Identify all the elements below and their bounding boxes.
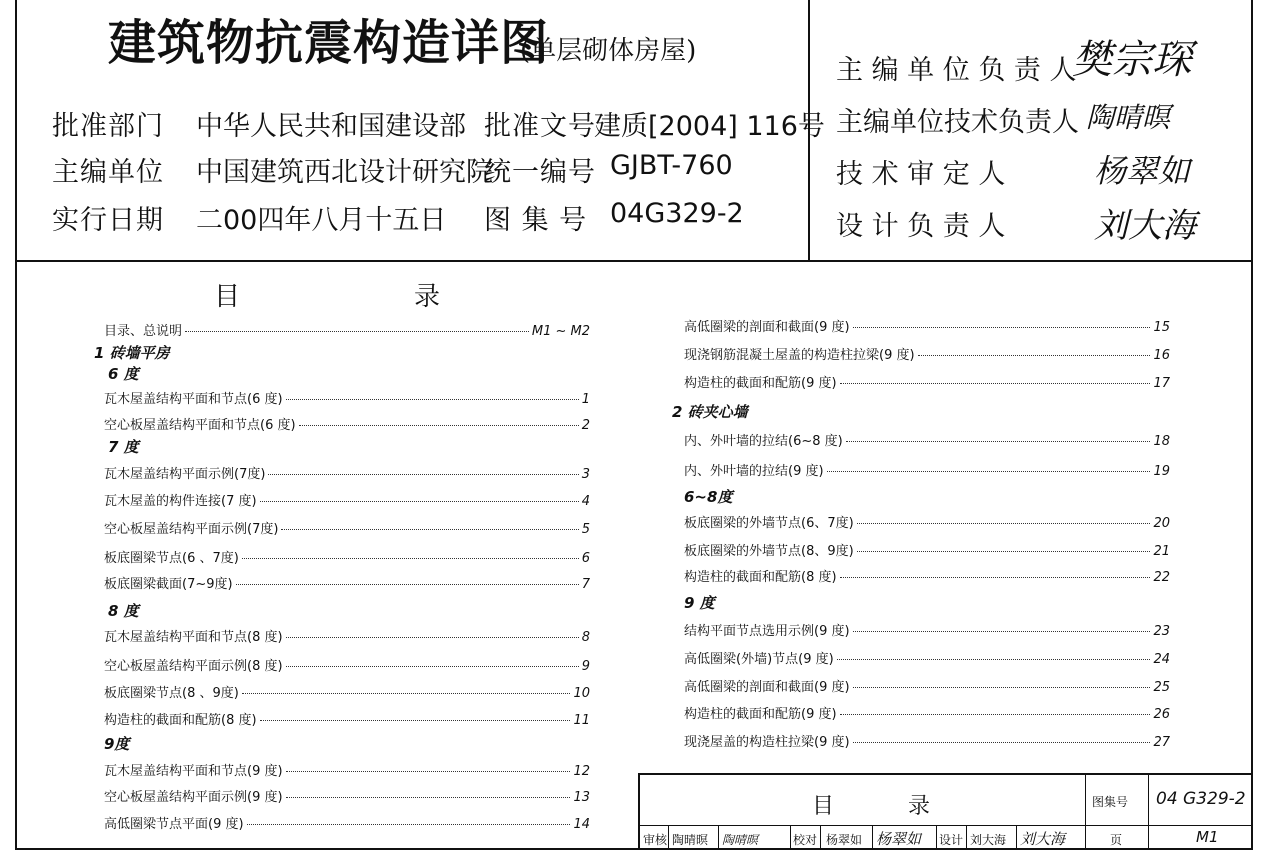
effective-date-value: 二00四年八月十五日 bbox=[196, 205, 447, 236]
title-block-review-label: 审核 bbox=[643, 833, 668, 847]
toc-leader-dots bbox=[260, 720, 571, 721]
toc-entry-page: M1 ~ M2 bbox=[531, 324, 590, 339]
toc-entry-page: 3 bbox=[581, 467, 590, 482]
toc-entry-page: 5 bbox=[581, 522, 590, 537]
title-block-hline bbox=[640, 825, 1253, 826]
title-block-b8 bbox=[1016, 825, 1017, 850]
toc-leader-dots bbox=[840, 383, 1151, 384]
toc-section-heading: 6~8度 bbox=[684, 488, 733, 506]
toc-section-heading: 8 度 bbox=[108, 602, 139, 620]
toc-leader-dots bbox=[286, 797, 571, 798]
approval-doc-value: 建质[2004] 116号 bbox=[594, 111, 825, 142]
approval-doc-label: 批准文号 bbox=[484, 111, 596, 142]
title-block-b1 bbox=[668, 825, 669, 850]
toc-entry[interactable] bbox=[104, 320, 590, 339]
toc-entry-page: 21 bbox=[1153, 544, 1170, 559]
toc-entry-page: 23 bbox=[1153, 624, 1170, 639]
toc-entry-title: 高低圈梁节点平面(9 度) bbox=[104, 817, 244, 832]
toc-entry-page: 10 bbox=[573, 686, 590, 701]
effective-date-label: 实行日期 bbox=[52, 205, 164, 236]
toc-leader-dots bbox=[286, 666, 579, 667]
toc-entry-title: 构造柱的截面和配筋(8 度) bbox=[684, 570, 837, 585]
toc-entry-title: 构造柱的截面和配筋(8 度) bbox=[104, 713, 257, 728]
title-block-name-2: 录 bbox=[908, 794, 931, 819]
toc-entry[interactable] bbox=[684, 372, 1170, 391]
design-head-label: 设 计 负 责 人 bbox=[836, 211, 1006, 242]
toc-entry-title: 瓦木屋盖结构平面示例(7度) bbox=[104, 467, 266, 482]
toc-entry-title: 内、外叶墙的拉结(6~8 度) bbox=[684, 434, 843, 449]
title-block-vline-1 bbox=[1085, 775, 1086, 850]
toc-leader-dots bbox=[846, 441, 1151, 442]
toc-leader-dots bbox=[853, 327, 1151, 328]
toc-entry[interactable] bbox=[684, 648, 1170, 667]
toc-entry[interactable] bbox=[104, 626, 590, 645]
toc-entry-title: 高低圈梁的剖面和截面(9 度) bbox=[684, 320, 850, 335]
atlas-subtitle: (单层砌体房屋) bbox=[520, 36, 697, 66]
title-block-b3 bbox=[790, 825, 791, 850]
toc-leader-dots bbox=[853, 687, 1151, 688]
toc-entry[interactable] bbox=[104, 760, 590, 779]
toc-entry[interactable] bbox=[684, 316, 1170, 335]
toc-entry[interactable] bbox=[104, 547, 590, 566]
toc-leader-dots bbox=[857, 523, 1151, 524]
title-block-page-value: M1 bbox=[1196, 828, 1219, 846]
toc-entry-title: 板底圈梁截面(7~9度) bbox=[104, 577, 233, 592]
unified-number-label: 统一编号 bbox=[484, 157, 596, 188]
toc-title-char-2: 录 bbox=[414, 282, 441, 312]
toc-leader-dots bbox=[840, 577, 1151, 578]
toc-leader-dots bbox=[299, 425, 579, 426]
toc-entry[interactable] bbox=[684, 731, 1170, 750]
toc-section-heading: 7 度 bbox=[108, 438, 139, 456]
toc-entry[interactable] bbox=[684, 512, 1170, 531]
header-divider bbox=[15, 260, 1253, 262]
toc-section-heading: 9 度 bbox=[684, 594, 715, 612]
toc-entry-title: 目录、总说明 bbox=[104, 324, 183, 339]
toc-entry[interactable] bbox=[684, 344, 1170, 363]
toc-entry-title: 空心板屋盖结构平面示例(7度) bbox=[104, 522, 279, 537]
toc-entry-title: 结构平面节点选用示例(9 度) bbox=[684, 624, 850, 639]
toc-entry-title: 板底圈梁的外墙节点(8、9度) bbox=[684, 544, 854, 559]
toc-entry-page: 22 bbox=[1153, 570, 1170, 585]
toc-leader-dots bbox=[268, 474, 578, 475]
toc-entry[interactable] bbox=[684, 430, 1170, 449]
toc-section-heading: 1 砖墙平房 bbox=[94, 344, 170, 362]
title-block bbox=[638, 773, 1253, 850]
toc-entry[interactable] bbox=[104, 709, 590, 728]
toc-leader-dots bbox=[857, 551, 1151, 552]
toc-entry[interactable] bbox=[104, 786, 590, 805]
toc-entry[interactable] bbox=[684, 676, 1170, 695]
toc-entry-page: 27 bbox=[1153, 735, 1170, 750]
toc-entry-page: 15 bbox=[1153, 320, 1170, 335]
toc-entry[interactable] bbox=[104, 414, 590, 433]
toc-entry[interactable] bbox=[684, 703, 1170, 722]
toc-leader-dots bbox=[918, 355, 1151, 356]
tech-head-signature: 陶晴暝 bbox=[1086, 101, 1171, 134]
tech-reviewer-signature: 杨翠如 bbox=[1094, 152, 1191, 190]
toc-leader-dots bbox=[853, 631, 1151, 632]
toc-leader-dots bbox=[840, 714, 1151, 715]
toc-entry-title: 瓦木屋盖结构平面和节点(6 度) bbox=[104, 392, 283, 407]
toc-leader-dots bbox=[286, 771, 571, 772]
toc-entry-title: 瓦木屋盖结构平面和节点(8 度) bbox=[104, 630, 283, 645]
toc-entry-title: 构造柱的截面和配筋(9 度) bbox=[684, 376, 837, 391]
title-block-check-label: 校对 bbox=[793, 833, 818, 847]
atlas-number-value: 04G329-2 bbox=[610, 198, 744, 229]
toc-entry[interactable] bbox=[104, 388, 590, 407]
title-block-check-name: 杨翠如 bbox=[826, 833, 863, 847]
toc-entry[interactable] bbox=[104, 490, 590, 509]
title-block-page-label: 页 bbox=[1110, 833, 1123, 847]
toc-entry-page: 12 bbox=[573, 764, 590, 779]
toc-leader-dots bbox=[827, 471, 1151, 472]
toc-entry[interactable] bbox=[684, 540, 1170, 559]
toc-entry-page: 8 bbox=[581, 630, 590, 645]
toc-entry-page: 13 bbox=[573, 790, 590, 805]
toc-entry-title: 内、外叶墙的拉结(9 度) bbox=[684, 464, 824, 479]
toc-entry[interactable] bbox=[104, 813, 590, 832]
toc-entry-page: 17 bbox=[1153, 376, 1170, 391]
title-block-b7 bbox=[966, 825, 967, 850]
approval-dept-label: 批准部门 bbox=[52, 111, 164, 142]
toc-entry-page: 19 bbox=[1153, 464, 1170, 479]
atlas-number-label: 图 集 号 bbox=[484, 205, 588, 236]
atlas-title: 建筑物抗震构造详图 bbox=[108, 15, 550, 71]
toc-entry-title: 板底圈梁的外墙节点(6、7度) bbox=[684, 516, 854, 531]
toc-entry-page: 4 bbox=[581, 494, 590, 509]
toc-leader-dots bbox=[853, 742, 1151, 743]
toc-entry[interactable] bbox=[684, 620, 1170, 639]
toc-section-heading: 2 砖夹心墙 bbox=[672, 403, 748, 421]
design-head-signature: 刘大海 bbox=[1094, 206, 1196, 246]
toc-leader-dots bbox=[286, 399, 579, 400]
toc-entry-title: 现浇钢筋混凝土屋盖的构造柱拉梁(9 度) bbox=[684, 348, 915, 363]
toc-leader-dots bbox=[286, 637, 579, 638]
toc-leader-dots bbox=[260, 501, 579, 502]
toc-entry-title: 瓦木屋盖的构件连接(7 度) bbox=[104, 494, 257, 509]
title-block-review-name: 陶晴暝 bbox=[672, 833, 709, 847]
chief-unit-label: 主编单位 bbox=[52, 157, 164, 188]
toc-leader-dots bbox=[185, 331, 529, 332]
tech-head-label: 主编单位技术负责人 bbox=[836, 107, 1079, 138]
toc-entry-title: 板底圈梁节点(6 、7度) bbox=[104, 551, 239, 566]
toc-entry-title: 空心板屋盖结构平面和节点(6 度) bbox=[104, 418, 296, 433]
toc-entry-title: 板底圈梁节点(8 、9度) bbox=[104, 686, 239, 701]
toc-entry-title: 构造柱的截面和配筋(9 度) bbox=[684, 707, 837, 722]
tech-reviewer-label: 技 术 审 定 人 bbox=[836, 159, 1006, 190]
toc-entry-page: 6 bbox=[581, 551, 590, 566]
chief-unit-head-signature: 樊宗琛 bbox=[1072, 37, 1192, 83]
toc-entry-title: 高低圈梁的剖面和截面(9 度) bbox=[684, 680, 850, 695]
toc-entry-page: 11 bbox=[573, 713, 590, 728]
title-block-atlas-label: 图集号 bbox=[1092, 795, 1129, 809]
approval-dept-value: 中华人民共和国建设部 bbox=[196, 111, 466, 142]
toc-entry-page: 7 bbox=[581, 577, 590, 592]
chief-unit-value: 中国建筑西北设计研究院 bbox=[196, 157, 493, 188]
toc-entry-page: 2 bbox=[581, 418, 590, 433]
toc-entry-page: 18 bbox=[1153, 434, 1170, 449]
toc-entry[interactable] bbox=[684, 566, 1170, 585]
toc-entry-page: 24 bbox=[1153, 652, 1170, 667]
toc-entry[interactable] bbox=[104, 682, 590, 701]
title-block-b6 bbox=[936, 825, 937, 850]
title-block-design-name: 刘大海 bbox=[970, 833, 1007, 847]
title-block-name-1: 目 bbox=[812, 794, 835, 819]
toc-entry-page: 9 bbox=[581, 659, 590, 674]
title-block-review-signature: 陶晴暝 bbox=[722, 833, 759, 847]
title-block-b4 bbox=[820, 825, 821, 850]
toc-entry-title: 空心板屋盖结构平面示例(9 度) bbox=[104, 790, 283, 805]
title-block-b5 bbox=[872, 825, 873, 850]
toc-entry-page: 20 bbox=[1153, 516, 1170, 531]
toc-leader-dots bbox=[837, 659, 1151, 660]
toc-entry[interactable] bbox=[104, 463, 590, 482]
toc-entry-page: 25 bbox=[1153, 680, 1170, 695]
toc-leader-dots bbox=[242, 558, 579, 559]
title-block-design-label: 设计 bbox=[939, 833, 964, 847]
toc-entry[interactable] bbox=[104, 518, 590, 537]
toc-section-heading: 6 度 bbox=[108, 365, 139, 383]
title-block-design-signature: 刘大海 bbox=[1020, 830, 1066, 848]
toc-entry-page: 1 bbox=[581, 392, 590, 407]
toc-entry-title: 空心板屋盖结构平面示例(8 度) bbox=[104, 659, 283, 674]
toc-entry[interactable] bbox=[684, 460, 1170, 479]
toc-entry[interactable] bbox=[104, 573, 590, 592]
toc-entry-title: 现浇屋盖的构造柱拉梁(9 度) bbox=[684, 735, 850, 750]
toc-section-heading: 9度 bbox=[104, 735, 130, 753]
toc-entry-page: 26 bbox=[1153, 707, 1170, 722]
toc-entry-title: 高低圈梁(外墙)节点(9 度) bbox=[684, 652, 834, 667]
toc-leader-dots bbox=[236, 584, 579, 585]
title-block-vline-2 bbox=[1148, 775, 1149, 850]
toc-entry-page: 14 bbox=[573, 817, 590, 832]
toc-entry-title: 瓦木屋盖结构平面和节点(9 度) bbox=[104, 764, 283, 779]
title-block-check-signature: 杨翠如 bbox=[876, 830, 922, 848]
toc-leader-dots bbox=[281, 529, 578, 530]
toc-leader-dots bbox=[247, 824, 571, 825]
toc-leader-dots bbox=[242, 693, 571, 694]
unified-number-value: GJBT-760 bbox=[610, 150, 733, 181]
chief-unit-head-label: 主 编 单 位 负 责 人 bbox=[836, 55, 1077, 86]
title-block-b2 bbox=[718, 825, 719, 850]
toc-entry[interactable] bbox=[104, 655, 590, 674]
toc-title-char-1: 目 bbox=[214, 282, 241, 312]
title-block-atlas-value: 04 G329-2 bbox=[1156, 789, 1246, 809]
toc-entry-page: 16 bbox=[1153, 348, 1170, 363]
